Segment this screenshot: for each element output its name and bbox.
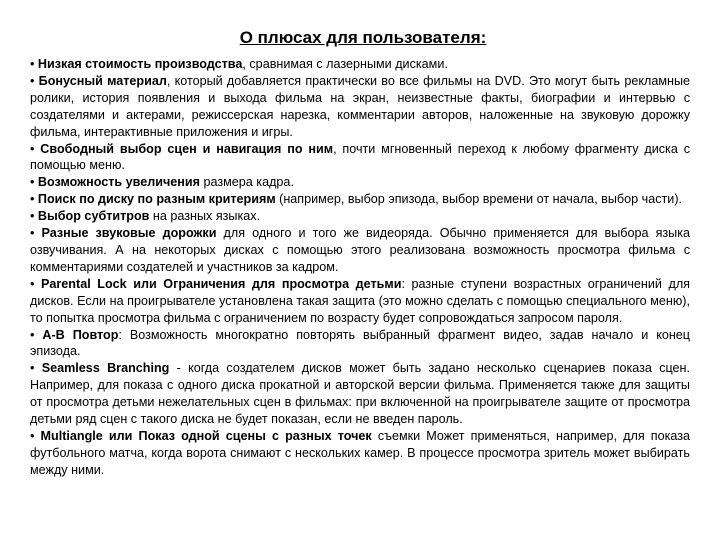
bullet: • bbox=[30, 276, 35, 291]
item-lead: Seamless Branching bbox=[41, 361, 170, 376]
item-text: на разных языках. bbox=[149, 209, 261, 224]
bullet: • bbox=[30, 192, 35, 207]
feature-list bbox=[30, 56, 690, 479]
bullet: • bbox=[30, 428, 35, 443]
list-item bbox=[30, 327, 690, 361]
item-lead: A-B Повтор bbox=[42, 327, 119, 342]
item-lead: Multiangle или Показ одной сцены с разных точек bbox=[40, 428, 372, 443]
item-text: съемки Может применяться, например, для показа футбольного матча, когда ворота снимают с нескольких камер. В процессе просмотра зритель может выбирать между ними. bbox=[30, 428, 691, 477]
bullet: • bbox=[30, 327, 35, 342]
list-item bbox=[30, 428, 690, 479]
list-item bbox=[30, 360, 690, 428]
item-lead: Parental Lock или Ограничения для просмотра детьми bbox=[41, 276, 402, 291]
item-text: размера кадра. bbox=[199, 175, 294, 190]
item-text: , почти мгновенный переход к любому фрагменту диска с помощью меню. bbox=[30, 141, 690, 173]
list-item bbox=[30, 225, 690, 276]
item-text: , который добавляется практически во все фильмы на DVD. Это могут быть рекламные ролики, история появления и выхода фильма на экран, неизвестные факты, биографии и интервью с создателями и актерами, режиссерская нарезка, комментарии авторов, наложенные на звуковую дорожку фильма, интерактивные приложения и игры. bbox=[30, 73, 691, 139]
item-lead: Выбор субтитров bbox=[37, 209, 150, 224]
list-item bbox=[30, 191, 690, 208]
list-item bbox=[30, 141, 690, 175]
item-text: : Возможность многократно повторять выбранный фрагмент видео, задав начало и конец эпизода. bbox=[30, 327, 691, 359]
list-item bbox=[30, 208, 690, 225]
bullet: • bbox=[30, 175, 35, 190]
list-item bbox=[30, 56, 690, 73]
item-lead: Бонусный материал bbox=[38, 73, 167, 88]
bullet: • bbox=[30, 57, 35, 71]
item-text: - когда создателем дисков может быть задано несколько сценариев показа сцен. Например, для показа с одного диска прокатной и авторской версии фильма. Применяется также для защиты от просмотра детьми нежелательных сцен в фильмах: при включенной на проигрывателе защите от просмотра детьми ряд сцен с такого диска не будет показан, если не введен пароль. bbox=[30, 361, 691, 427]
bullet: • bbox=[30, 361, 35, 376]
item-lead: Низкая стоимость производства bbox=[37, 57, 243, 71]
item-text: для одного и того же видеоряда. Обычно применяется для выбора языка озвучивания. А на некоторых дисках с помощью этого реализована возможность просмотра фильма с комментариями создателей и участников за кадром. bbox=[30, 226, 691, 274]
bullet: • bbox=[30, 141, 35, 156]
item-text: , сравнимая с лазерными дисками. bbox=[242, 57, 448, 71]
item-lead: Возможность увеличения bbox=[37, 175, 200, 190]
item-lead: Свободный выбор сцен и навигация по ним bbox=[40, 141, 334, 156]
item-lead: Разные звуковые дорожки bbox=[41, 226, 217, 241]
item-lead: Поиск по диску по разным критериям bbox=[37, 192, 276, 207]
item-text: (например, выбор эпизода, выбор времени от начала, выбор части). bbox=[275, 192, 683, 207]
bullet: • bbox=[30, 226, 35, 241]
bullet: • bbox=[30, 73, 35, 88]
page-title: О плюсах для пользователя: bbox=[239, 28, 487, 47]
list-item bbox=[30, 174, 690, 191]
bullet: • bbox=[30, 209, 35, 224]
item-text: : разные ступени возрастных ограничений для дисков. Если на проигрывателе установлена такая защита (это можно сделать с помощью специального меню), то попытка просмотра фильма с ограничением по возрасту будет сопровождаться запросом пароля. bbox=[30, 276, 690, 325]
list-item bbox=[30, 276, 690, 327]
list-item bbox=[30, 73, 690, 141]
